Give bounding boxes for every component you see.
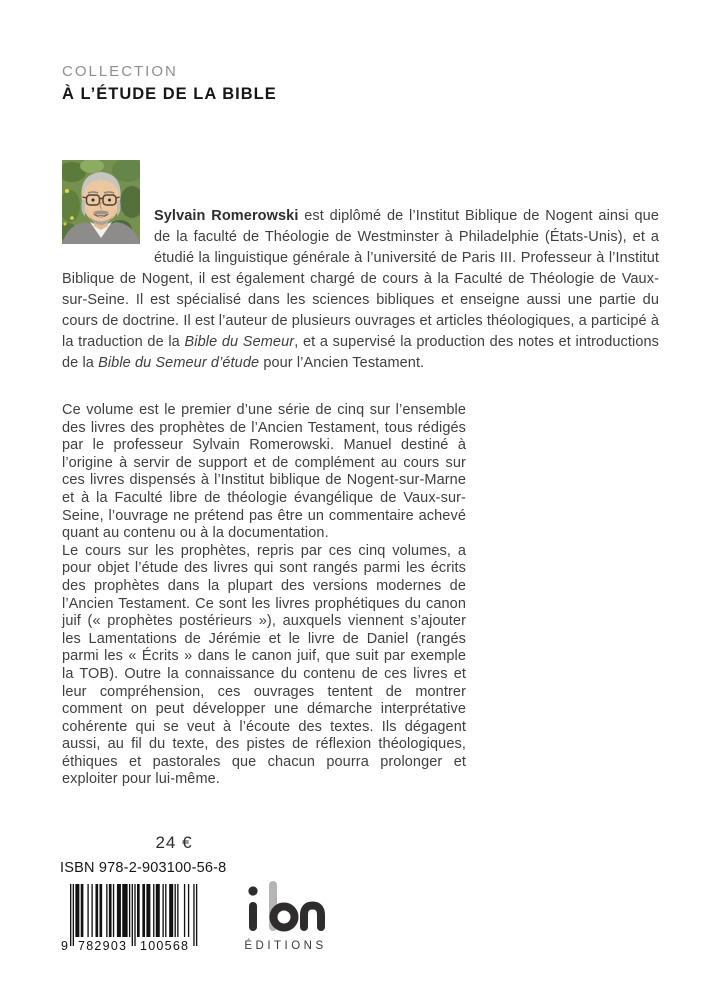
bio-text-3: pour l’Ancien Testament. [259, 355, 425, 371]
publisher-block [236, 880, 332, 952]
publisher-logo-icon [242, 880, 326, 934]
author-name: Sylvain Romerowski [154, 208, 299, 224]
barcode-bars [70, 884, 197, 946]
barcode [60, 884, 200, 959]
bio-text-2: , et a supervisé la production des notes et introductions de la [62, 334, 660, 371]
isbn-label: ISBN 978-2-903100-56-8 [60, 860, 227, 876]
author-bio-text [62, 160, 659, 374]
author-portrait-photo [62, 160, 140, 244]
collection-header [62, 63, 277, 105]
bio-italic-title-2: Bible du Semeur d’étude [98, 355, 260, 371]
description-paragraph-2: Le cours sur les prophètes, repris par ces cinq volumes, a pour objet l’étude des livres qui sont rangés parmi les écrits des prophètes dans la plupart des versions modernes de l’Ancien Testament. Ce sont les livres prophétiques du canon juif (« prophètes postérieurs »), auxquels viennent s’ajouter les Lamentations de Jérémie et le livre de Daniel (rangés parmi les « Écrits » dans le canon juif, que suit par exemple la TOB). Outre la connaissance du contenu de ces livres et leur compréhension, ces ouvrages tentent de montrer comment on peut développer une démarche interprétative cohérente qui se veut à l’écoute des textes. Ils dégagent aussi, au fil du texte, des pistes de réflexion théologiques, éthiques et pastorales que chacun pourra prolonger et exploiter pour lui-même. [62, 542, 466, 788]
bio-text-1: est diplômé de l’Institut Biblique de Nogent ainsi que de la faculté de Théologie de Westminster à Philadelphie (États-Unis), et a étudié la linguistique générale à l’université de Paris III. Professeur à l’Institut Biblique de Nogent, il est également chargé de cours à la Faculté de Théologie de Vaux-sur-Seine. Il est spécialisé dans les sciences bibliques et enseigne aussi une partie du cours de doctrine. Il est l’auteur de plusieurs ouvrages et articles théologiques, a participé à la traduction de la [62, 208, 660, 350]
barcode-group-left: 782903 [78, 939, 126, 953]
description-section [62, 402, 466, 789]
barcode-digit-lead: 9 [61, 939, 68, 953]
author-bio-section [62, 160, 659, 374]
price: 24 € [155, 833, 193, 852]
publisher-name: ÉDITIONS [244, 940, 327, 952]
bio-italic-title-1: Bible du Semeur [184, 334, 295, 350]
description-paragraph-1: Ce volume est le premier d’une série de cinq sur l’ensemble des livres des prophètes de l’Ancien Testament, tous rédigés par le professeur Sylvain Romerowski. Manuel destiné à l’origine à servir de support et de complément au cours sur ces livres dispensés à l’Institut biblique de Nogent-sur-Marne et à la Faculté libre de théologie évangélique de Vaux-sur-Seine, l’ouvrage ne prétend pas être un commentaire achevé quant au contenu ou à la documentation. [62, 402, 466, 542]
collection-label: COLLECTION [62, 63, 178, 80]
collection-title: À L’ÉTUDE DE LA BIBLE [62, 85, 277, 103]
barcode-group-right: 100568 [140, 939, 188, 953]
